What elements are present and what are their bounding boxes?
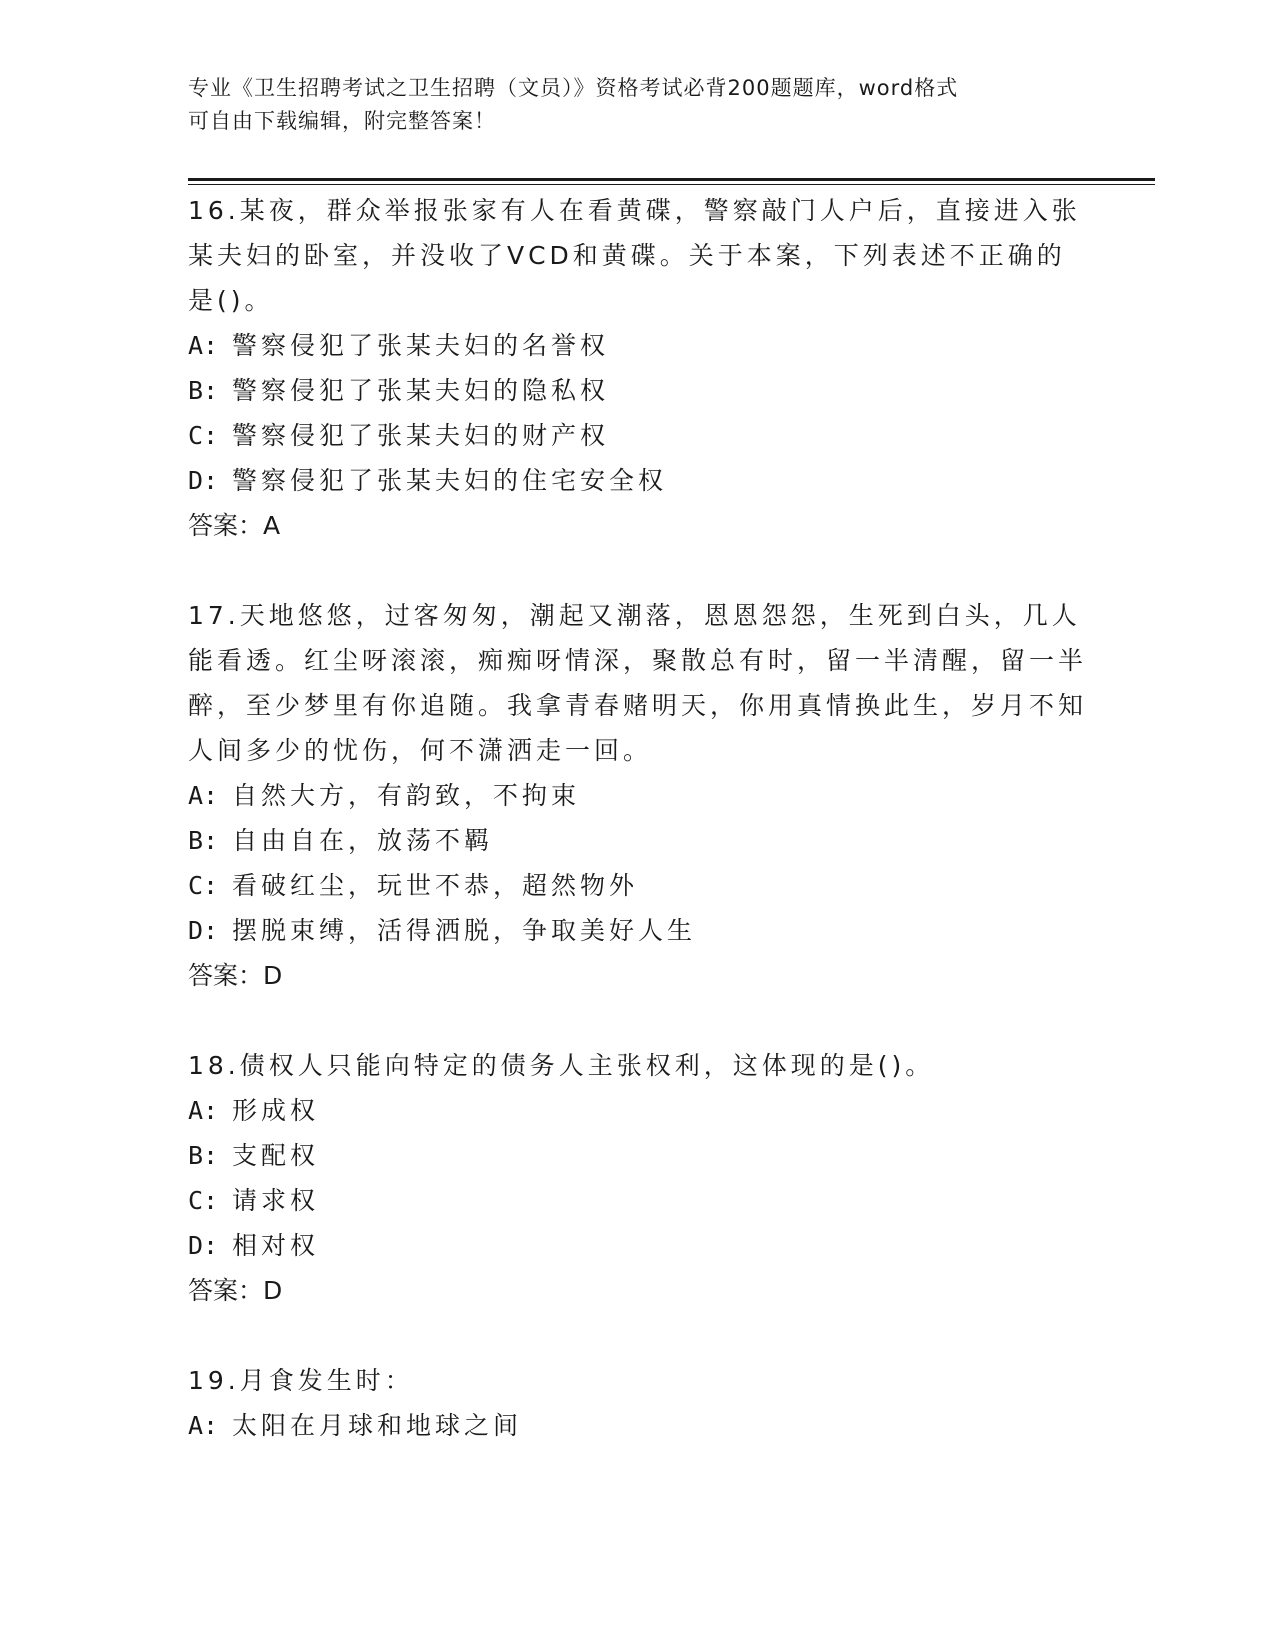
answer-value: A	[263, 511, 281, 540]
header-divider-thin	[188, 184, 1155, 185]
answer-label: 答案：	[188, 961, 264, 990]
option-key: D:	[188, 916, 219, 945]
question-19	[188, 1358, 1088, 1448]
option-text: 支配权	[232, 1141, 320, 1170]
header-divider-thick	[188, 178, 1155, 181]
answer-value: D	[263, 961, 283, 990]
option-key: C:	[188, 421, 219, 450]
option-key: D:	[188, 1231, 219, 1260]
option-text: 看破红尘，玩世不恭，超然物外	[232, 871, 639, 900]
answer-label: 答案：	[188, 511, 264, 540]
option-d	[188, 1223, 1088, 1268]
question-list	[188, 188, 1088, 1493]
option-key: A:	[188, 781, 219, 810]
option-a	[188, 323, 1088, 368]
answer-line	[188, 953, 1088, 998]
option-c	[188, 1178, 1088, 1223]
option-key: B:	[188, 1141, 219, 1170]
header-line-1: 专业《卫生招聘考试之卫生招聘（文员）》资格考试必背200题题库，word格式	[188, 76, 959, 100]
option-text: 太阳在月球和地球之间	[232, 1411, 523, 1440]
option-d	[188, 458, 1088, 503]
option-c	[188, 863, 1088, 908]
option-b	[188, 818, 1088, 863]
option-key: A:	[188, 1096, 219, 1125]
question-17	[188, 593, 1088, 998]
option-text: 自由自在，放荡不羁	[232, 826, 494, 855]
answer-line	[188, 503, 1088, 548]
option-b	[188, 1133, 1088, 1178]
option-key: B:	[188, 376, 219, 405]
option-c	[188, 413, 1088, 458]
option-text: 相对权	[232, 1231, 320, 1260]
option-key: C:	[188, 1186, 219, 1215]
answer-line	[188, 1268, 1088, 1313]
option-key: A:	[188, 1411, 219, 1440]
answer-label: 答案：	[188, 1276, 264, 1305]
question-stem: 18.债权人只能向特定的债务人主张权利，这体现的是()。	[188, 1051, 935, 1080]
answer-value: D	[263, 1276, 283, 1305]
header-line-2: 可自由下载编辑，附完整答案！	[188, 109, 496, 133]
option-d	[188, 908, 1088, 953]
option-text: 警察侵犯了张某夫妇的住宅安全权	[232, 466, 668, 495]
option-key: B:	[188, 826, 219, 855]
option-a	[188, 1088, 1088, 1133]
option-a	[188, 773, 1088, 818]
option-text: 形成权	[232, 1096, 320, 1125]
question-16	[188, 188, 1088, 548]
option-key: C:	[188, 871, 219, 900]
question-stem: 19.月食发生时：	[188, 1366, 414, 1395]
option-key: D:	[188, 466, 219, 495]
option-text: 请求权	[232, 1186, 320, 1215]
option-a	[188, 1403, 1088, 1448]
option-text: 警察侵犯了张某夫妇的隐私权	[232, 376, 610, 405]
option-text: 警察侵犯了张某夫妇的财产权	[232, 421, 610, 450]
option-b	[188, 368, 1088, 413]
option-key: A:	[188, 331, 219, 360]
option-text: 警察侵犯了张某夫妇的名誉权	[232, 331, 610, 360]
option-text: 自然大方，有韵致，不拘束	[232, 781, 581, 810]
question-stem: 17.天地悠悠，过客匆匆，潮起又潮落，恩恩怨怨，生死到白头，几人能看透。红尘呀滚滚，痴痴呀情深，聚散总有时，留一半清醒，留一半醉，至少梦里有你追随。我拿青春赌明天，你用真情换此生，岁月不知人间多少的忧伤，何不潇洒走一回。	[188, 601, 1088, 765]
question-stem: 16.某夜，群众举报张家有人在看黄碟，警察敲门人户后，直接进入张某夫妇的卧室，并没收了VCD和黄碟。关于本案，下列表述不正确的是()。	[188, 196, 1081, 315]
question-18	[188, 1043, 1088, 1313]
option-text: 摆脱束缚，活得洒脱，争取美好人生	[232, 916, 697, 945]
document-header	[188, 72, 1088, 138]
